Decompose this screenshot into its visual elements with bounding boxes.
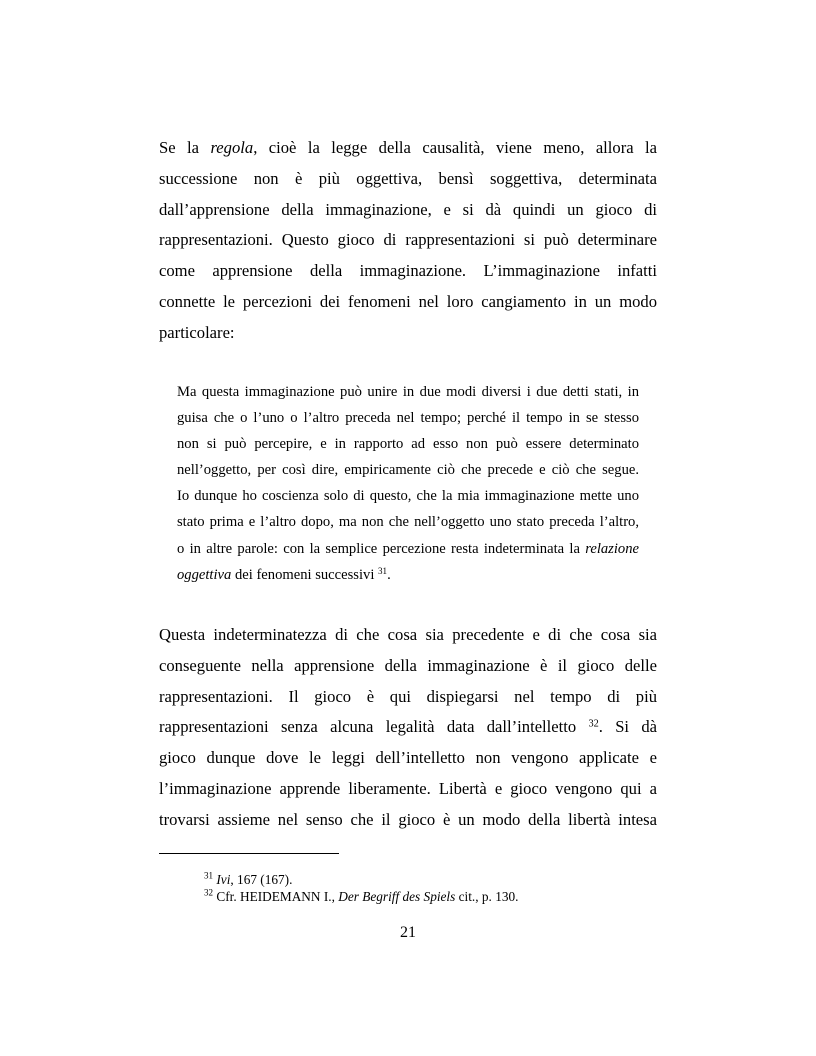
text-line: successione non è più oggettiva, bensì soggettiva, determinata	[159, 168, 657, 188]
text-line: rappresentazioni senza alcuna legalità data dall’intelletto $^{32}$. Si dà	[159, 717, 657, 737]
paragraph-1	[159, 133, 657, 349]
quote-line: oggettiva dei fenomeni successivi $^{31}$.	[177, 565, 391, 583]
text-line: Se la regola, cioè la legge della causalità, viene meno, allora la	[159, 138, 658, 157]
emphasis-text: regola	[210, 138, 254, 157]
footnote-ref-32[interactable]: 32	[588, 718, 599, 730]
quote-line: stato prima e l’altro dopo, ma non che nell’oggetto uno stato preceda l’altro,	[177, 514, 639, 531]
text-line: Questa indeterminatezza di che cosa sia precedente e di che cosa sia	[159, 625, 657, 644]
quote-line: o in altre parole: con la semplice percezione resta indeterminata la relazione	[177, 540, 639, 557]
emphasis-text: oggettiva	[177, 566, 232, 583]
footnote-number: 31	[204, 870, 214, 881]
text-line: gioco dunque dove le leggi dell’intelletto non vengono applicate e	[159, 748, 657, 768]
emphasis-text: Ivi	[216, 872, 231, 887]
text-line: l’immaginazione apprende liberamente. Libertà e gioco vengono qui a	[159, 778, 657, 798]
page-number: 21	[400, 924, 416, 941]
footnote-32: $^{32}$ Cfr. HEIDEMANN I., Der Begriff des Spiels cit., p. 130.	[204, 887, 519, 904]
quote-line: guisa che o l’uno o l’altro preceda nel tempo; perché il tempo in se stesso	[177, 410, 639, 427]
text-line: dall’apprensione della immaginazione, e si dà quindi un gioco di	[159, 199, 657, 219]
emphasis-text: relazione	[585, 540, 639, 557]
footnote-separator	[159, 853, 339, 854]
text-line: connette le percezioni dei fenomeni nel loro cangiamento in un modo	[159, 291, 657, 311]
paragraph-2	[159, 620, 657, 836]
quote-line: Io dunque ho coscienza solo di questo, che la mia immaginazione mette uno	[177, 488, 639, 505]
text-line: rappresentazioni. Il gioco è qui dispiegarsi nel tempo di più	[159, 686, 657, 706]
quote-line: non si può percepire, e in rapporto ad esso non può essere determinato	[177, 436, 639, 453]
emphasis-text: Der Begriff des Spiels	[338, 889, 456, 904]
quote-line: nell’oggetto, per così dire, empiricamente ciò che precede e ciò che segue.	[177, 462, 639, 479]
text-line: come apprensione della immaginazione. L’immaginazione infatti	[159, 261, 657, 281]
block-quote	[177, 379, 639, 588]
quote-line: Ma questa immaginazione può unire in due modi diversi i due detti stati, in	[177, 384, 639, 400]
text-line: trovarsi assieme nel senso che il gioco è un modo della libertà intesa	[159, 809, 657, 829]
footnote-ref-31[interactable]: 31	[378, 565, 388, 576]
footnote-31: $^{31}$ Ivi, 167 (167).	[204, 870, 293, 887]
text-line: rappresentazioni. Questo gioco di rappresentazioni si può determinare	[159, 230, 657, 250]
text-line: particolare:	[159, 322, 235, 342]
footnote-number: 32	[204, 887, 214, 898]
text-line: conseguente nella apprensione della immaginazione è il gioco delle	[159, 655, 657, 675]
